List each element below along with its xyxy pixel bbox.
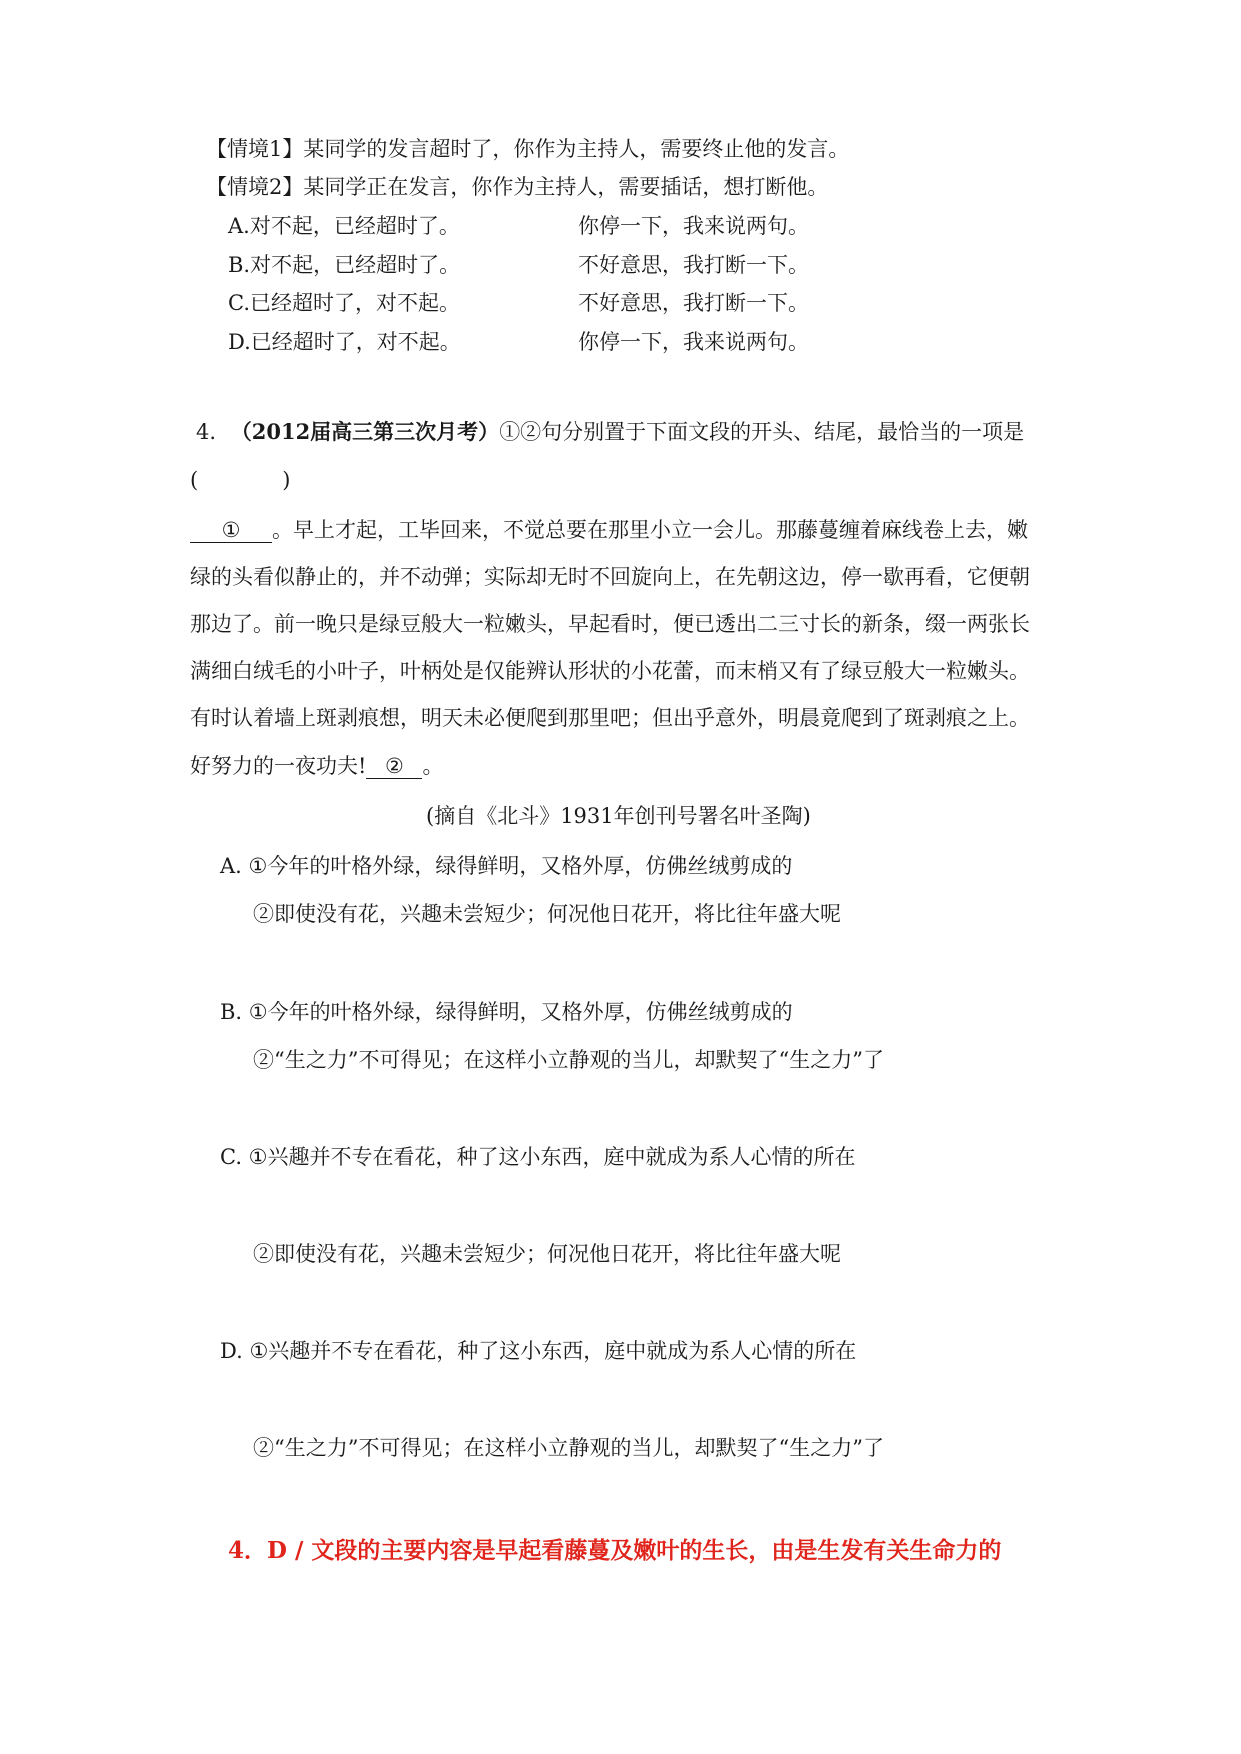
passage-line-1 bbox=[190, 516, 1028, 544]
q3-option-a-right: 你停一下，我来说两句。 bbox=[578, 214, 809, 238]
q4-answer-paren: ( ) bbox=[190, 468, 291, 492]
q4-option-d-line-1: D. ①兴趣并不专在看花，种了这小东西，庭中就成为系人心情的所在 bbox=[220, 1339, 857, 1363]
q4-option-c-line-2: ②即使没有花，兴趣未尝短少；何况他日花开，将比往年盛大呢 bbox=[253, 1242, 841, 1266]
q4-source: （2012届高三第三次月考） bbox=[230, 419, 500, 444]
q3-option-b-left: B.对不起，已经超时了。 bbox=[228, 253, 461, 277]
q3-option-d-left: D.已经超时了，对不起。 bbox=[228, 330, 461, 354]
citation: (摘自《北斗》1931年创刊号署名叶圣陶) bbox=[426, 804, 811, 828]
passage-line-5: 有时认着墙上斑剥痕想，明天未必便爬到那里吧；但出乎意外，明晨竟爬到了斑剥痕之上。 bbox=[190, 706, 1030, 730]
blank-2: ② bbox=[366, 754, 422, 779]
q4-stem: ①②句分别置于下面文段的开头、结尾，最恰当的一项是 bbox=[499, 420, 1025, 444]
q3-option-b-right: 不好意思，我打断一下。 bbox=[578, 253, 809, 277]
q4-option-b-line-1: B. ①今年的叶格外绿，绿得鲜明，又格外厚，仿佛丝绒剪成的 bbox=[220, 1000, 793, 1024]
passage-line-6 bbox=[190, 752, 443, 780]
q4-option-a-line-1: A. ①今年的叶格外绿，绿得鲜明，又格外厚，仿佛丝绒剪成的 bbox=[220, 854, 793, 878]
q4-option-d-line-2: ②“生之力”不可得见；在这样小立静观的当儿，却默契了“生之力”了 bbox=[253, 1436, 884, 1460]
passage-line-2: 绿的头看似静止的，并不动弹；实际却无时不回旋向上，在先朝这边，停一歇再看，它便朝 bbox=[190, 565, 1030, 589]
passage-line-3: 那边了。前一晚只是绿豆般大一粒嫩头，早起看时，便已透出二三寸长的新条，缀一两张长 bbox=[190, 612, 1030, 636]
passage-line-4: 满细白绒毛的小叶子，叶柄处是仅能辨认形状的小花蕾，而末梢又有了绿豆般大一粒嫩头。 bbox=[190, 659, 1030, 683]
q4-option-c-line-1: C. ①兴趣并不专在看花，种了这小东西，庭中就成为系人心情的所在 bbox=[220, 1145, 856, 1169]
q4-option-a-line-2: ②即使没有花，兴趣未尝短少；何况他日花开，将比往年盛大呢 bbox=[253, 902, 841, 926]
q4-heading bbox=[196, 418, 1024, 446]
situation-1: 【情境1】某同学的发言超时了，你作为主持人，需要终止他的发言。 bbox=[206, 137, 850, 161]
q4-number: 4. bbox=[196, 420, 217, 444]
passage-line-6-end: 。 bbox=[422, 754, 444, 778]
q3-option-c-right: 不好意思，我打断一下。 bbox=[578, 291, 809, 315]
blank-1: ① bbox=[190, 518, 272, 543]
q4-option-b-line-2: ②“生之力”不可得见；在这样小立静观的当儿，却默契了“生之力”了 bbox=[253, 1048, 884, 1072]
passage-line-6-text: 好努力的一夜功夫! bbox=[190, 754, 367, 778]
passage-line-1-text: 。早上才起，工毕回来，不觉总要在那里小立一会儿。那藤蔓缠着麻线卷上去，嫩 bbox=[272, 518, 1028, 542]
q3-option-d-right: 你停一下，我来说两句。 bbox=[578, 330, 809, 354]
q3-option-c-left: C.已经超时了，对不起。 bbox=[228, 291, 460, 315]
answer-explanation: 4．D / 文段的主要内容是早起看藤蔓及嫩叶的生长，由是生发有关生命力的 bbox=[228, 1537, 1002, 1564]
situation-2: 【情境2】某同学正在发言，你作为主持人，需要插话，想打断他。 bbox=[206, 175, 829, 199]
q3-option-a-left: A.对不起，已经超时了。 bbox=[228, 214, 460, 238]
